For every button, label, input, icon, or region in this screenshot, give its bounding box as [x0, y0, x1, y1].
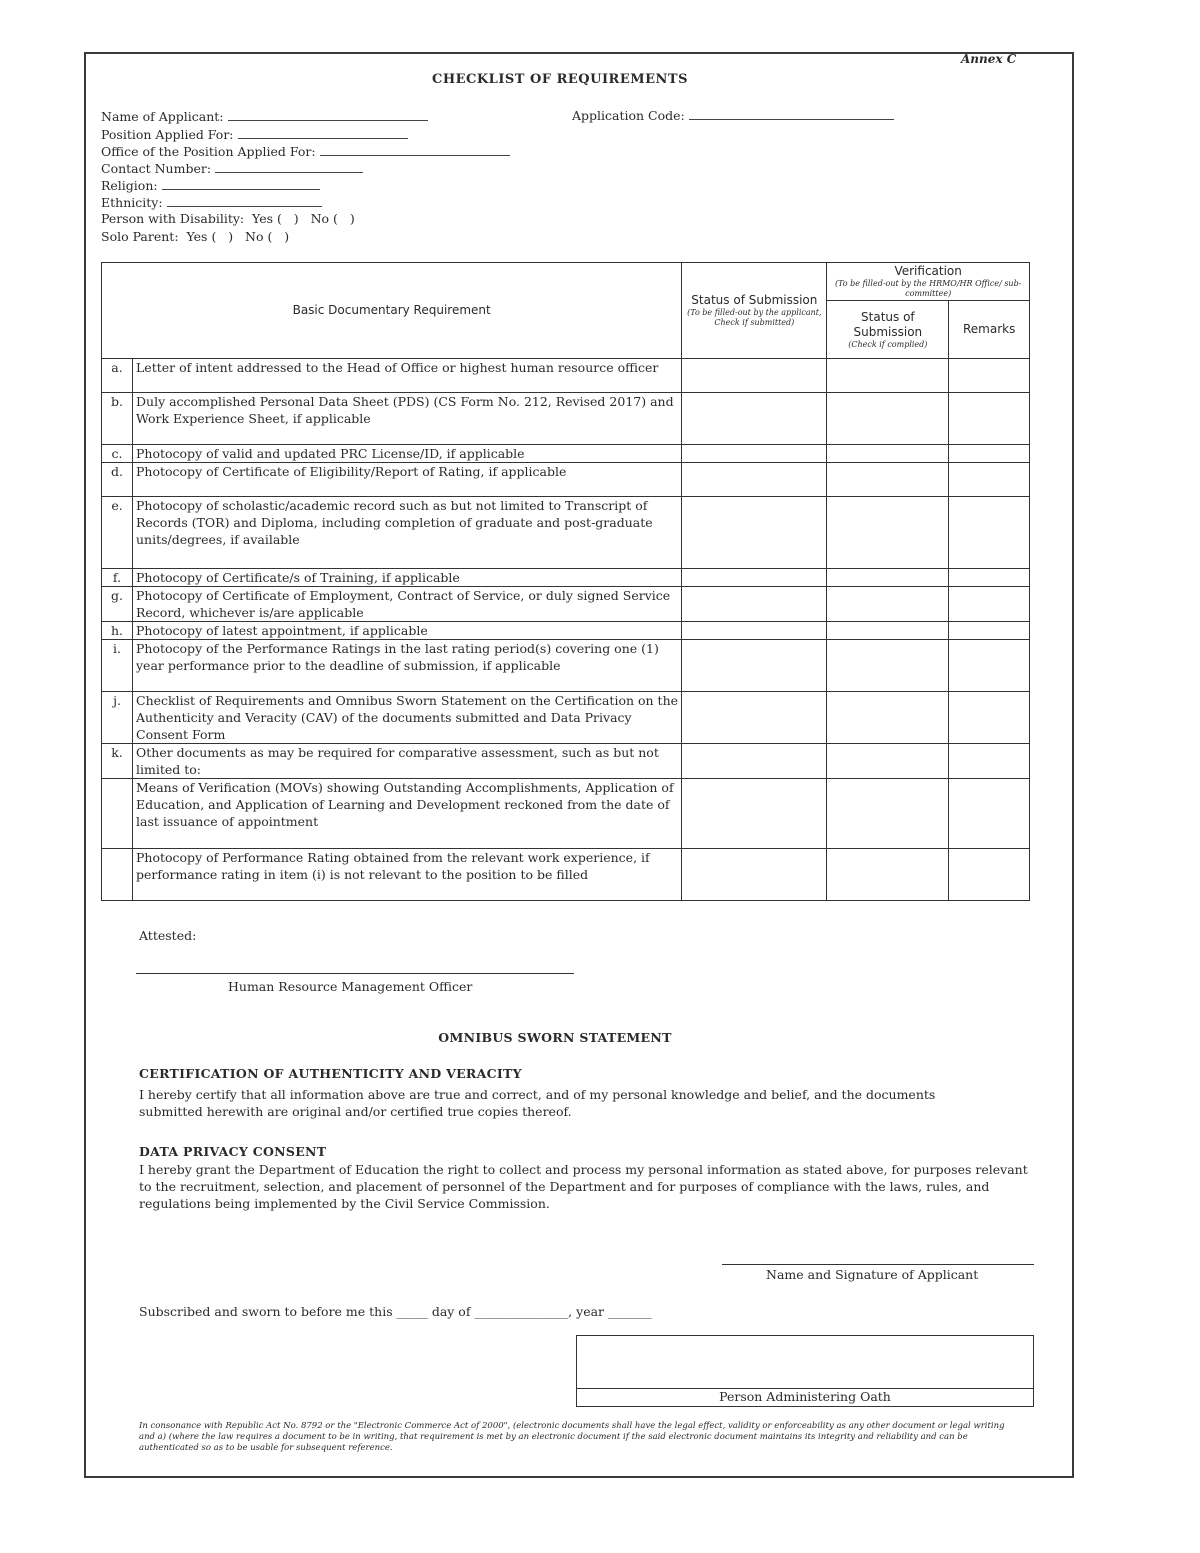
requirement-header: Basic Documentary Requirement	[102, 263, 682, 359]
row-letter: k.	[102, 744, 133, 779]
religion-field[interactable]	[101, 177, 320, 193]
ver-status-header	[827, 301, 949, 359]
remarks-cell[interactable]	[949, 692, 1030, 744]
contact-line	[215, 160, 363, 173]
name-field[interactable]	[101, 108, 428, 124]
requirements-table	[101, 262, 1030, 901]
subscribed-text: Subscribed and sworn to before me this _____ day of _______________, year _______	[139, 1304, 652, 1319]
status-header	[682, 263, 827, 359]
row-letter: g.	[102, 587, 133, 622]
ver-status-cell[interactable]	[827, 569, 949, 587]
page-title: CHECKLIST OF REQUIREMENTS	[432, 72, 688, 87]
solo-parent-field[interactable]: Solo Parent: Yes ( ) No ( )	[101, 229, 290, 244]
ver-status-cell[interactable]	[827, 463, 949, 497]
ver-status-cell[interactable]	[827, 640, 949, 692]
verification-header-title: Verification	[894, 264, 962, 278]
remarks-cell[interactable]	[949, 569, 1030, 587]
pwd-field[interactable]: Person with Disability: Yes ( ) No ( )	[101, 211, 355, 226]
application-code-label: Application Code:	[572, 108, 685, 123]
table-row	[102, 393, 1030, 445]
remarks-cell[interactable]	[949, 622, 1030, 640]
remarks-cell[interactable]	[949, 587, 1030, 622]
hrmo-signature-line	[136, 973, 574, 974]
annex-label: Annex C	[961, 52, 1017, 66]
row-letter: f.	[102, 569, 133, 587]
religion-label: Religion:	[101, 178, 158, 193]
name-line	[228, 108, 428, 121]
table-row	[102, 359, 1030, 393]
position-line	[238, 126, 408, 139]
status-cell[interactable]	[682, 692, 827, 744]
remarks-cell[interactable]	[949, 359, 1030, 393]
remarks-cell[interactable]	[949, 445, 1030, 463]
status-cell[interactable]	[682, 622, 827, 640]
remarks-header: Remarks	[949, 301, 1030, 359]
status-cell[interactable]	[682, 587, 827, 622]
ethnicity-field[interactable]	[101, 194, 322, 210]
table-row	[102, 445, 1030, 463]
remarks-cell[interactable]	[949, 497, 1030, 569]
ver-status-cell[interactable]	[827, 622, 949, 640]
ethnicity-label: Ethnicity:	[101, 195, 163, 210]
status-cell[interactable]	[682, 779, 827, 849]
dpc-title: DATA PRIVACY CONSENT	[139, 1144, 327, 1159]
ver-status-title: Status of Submission	[853, 309, 923, 339]
status-cell[interactable]	[682, 445, 827, 463]
applicant-signature-label: Name and Signature of Applicant	[766, 1267, 979, 1282]
name-label: Name of Applicant:	[101, 109, 224, 124]
requirements-body	[102, 359, 1030, 901]
remarks-cell[interactable]	[949, 779, 1030, 849]
cav-text: I hereby certify that all information above are true and correct, and of my personal knowledge and belief, and the documents submitted herewith are original and/or certified true copies thereof.	[139, 1087, 936, 1119]
status-cell[interactable]	[682, 463, 827, 497]
status-header-title: Status of Submission	[691, 293, 818, 307]
ver-status-cell[interactable]	[827, 779, 949, 849]
status-cell[interactable]	[682, 497, 827, 569]
row-requirement: Photocopy of Certificate of Eligibility/Report of Rating, if applicable	[133, 463, 682, 497]
applicant-signature-line[interactable]	[722, 1264, 1034, 1265]
ver-status-cell[interactable]	[827, 393, 949, 445]
table-row	[102, 779, 1030, 849]
row-requirement: Photocopy of scholastic/academic record such as but not limited to Transcript of Records (TOR) and Diploma, including completion of graduate and post-graduate units/degrees, if available	[133, 497, 682, 569]
table-row	[102, 622, 1030, 640]
table-row	[102, 463, 1030, 497]
row-requirement: Checklist of Requirements and Omnibus Sworn Statement on the Certification on the Authenticity and Veracity (CAV) of the documents submitted and Data Privacy Consent Form	[133, 692, 682, 744]
office-field[interactable]	[101, 143, 510, 159]
status-cell[interactable]	[682, 640, 827, 692]
row-requirement: Letter of intent addressed to the Head of Office or highest human resource officer	[133, 359, 682, 393]
ethnicity-line	[167, 194, 322, 207]
remarks-cell[interactable]	[949, 849, 1030, 901]
row-requirement: Photocopy of Performance Rating obtained from the relevant work experience, if performance rating in item (i) is not relevant to the position to be filled	[133, 849, 682, 901]
ver-status-cell[interactable]	[827, 497, 949, 569]
remarks-cell[interactable]	[949, 393, 1030, 445]
remarks-cell[interactable]	[949, 744, 1030, 779]
row-letter	[102, 779, 133, 849]
position-label: Position Applied For:	[101, 127, 234, 142]
table-row	[102, 497, 1030, 569]
ver-status-cell[interactable]	[827, 692, 949, 744]
table-row	[102, 692, 1030, 744]
row-letter: j.	[102, 692, 133, 744]
row-letter: h.	[102, 622, 133, 640]
cav-title: CERTIFICATION OF AUTHENTICITY AND VERACITY	[139, 1066, 522, 1081]
contact-field[interactable]	[101, 160, 363, 176]
row-requirement: Photocopy of Certificate/s of Training, if applicable	[133, 569, 682, 587]
verification-header	[827, 263, 1030, 301]
table-row	[102, 849, 1030, 901]
row-letter: c.	[102, 445, 133, 463]
table-row	[102, 744, 1030, 779]
omnibus-title: OMNIBUS SWORN STATEMENT	[438, 1030, 672, 1045]
application-code-line	[689, 107, 894, 120]
row-letter: d.	[102, 463, 133, 497]
oath-box[interactable]	[576, 1335, 1034, 1407]
table-row	[102, 569, 1030, 587]
religion-line	[162, 177, 320, 190]
status-cell[interactable]	[682, 849, 827, 901]
row-letter: e.	[102, 497, 133, 569]
office-label: Office of the Position Applied For:	[101, 144, 316, 159]
remarks-cell[interactable]	[949, 463, 1030, 497]
row-requirement: Photocopy of Certificate of Employment, Contract of Service, or duly signed Service Record, whichever is/are applicable	[133, 587, 682, 622]
row-letter: a.	[102, 359, 133, 393]
office-line	[320, 143, 510, 156]
row-requirement: Photocopy of the Performance Ratings in the last rating period(s) covering one (1) year performance prior to the deadline of submission, if applicable	[133, 640, 682, 692]
row-letter: b.	[102, 393, 133, 445]
ver-status-cell[interactable]	[827, 849, 949, 901]
status-header-note: (To be filled-out by the applicant, Check if submitted)	[687, 308, 822, 327]
position-field[interactable]	[101, 126, 408, 142]
hrmo-label: Human Resource Management Officer	[228, 979, 473, 994]
status-cell[interactable]	[682, 744, 827, 779]
ver-status-cell[interactable]	[827, 445, 949, 463]
table-row	[102, 640, 1030, 692]
row-requirement: Other documents as may be required for comparative assessment, such as but not limited to:	[133, 744, 682, 779]
attested-label: Attested:	[139, 928, 197, 943]
ver-status-cell[interactable]	[827, 359, 949, 393]
status-cell[interactable]	[682, 393, 827, 445]
row-letter	[102, 849, 133, 901]
row-requirement: Means of Verification (MOVs) showing Outstanding Accomplishments, Application of Education, and Application of Learning and Development reckoned from the date of last issuance of appointment	[133, 779, 682, 849]
ver-status-cell[interactable]	[827, 587, 949, 622]
contact-label: Contact Number:	[101, 161, 212, 176]
application-code-field[interactable]	[572, 107, 894, 123]
row-requirement: Photocopy of latest appointment, if applicable	[133, 622, 682, 640]
ver-status-cell[interactable]	[827, 744, 949, 779]
footnote: In consonance with Republic Act No. 8792 or the "Electronic Commerce Act of 2000", (electronic documents shall have the legal effect, validity or enforceability as any other document or legal writing and a) (where the law requires a document to be in writing, that requirement is met by an electronic document if the said electronic document maintains its integrity and reliability and can be authenticated so as to be usable for subsequent reference.	[139, 1421, 1005, 1453]
remarks-cell[interactable]	[949, 640, 1030, 692]
row-requirement: Duly accomplished Personal Data Sheet (PDS) (CS Form No. 212, Revised 2017) and Work Experience Sheet, if applicable	[133, 393, 682, 445]
row-letter: i.	[102, 640, 133, 692]
dpc-text: I hereby grant the Department of Education the right to collect and process my personal information as stated above, for purposes relevant to the recruitment, selection, and placement of personnel of the Department and for purposes of compliance with the laws, rules, and regulations being implemented by the Civil Service Commission.	[139, 1162, 1028, 1211]
table-row	[102, 587, 1030, 622]
verification-header-note: (To be filled-out by the HRMO/HR Office/ sub-committee)	[834, 279, 1022, 298]
status-cell[interactable]	[682, 359, 827, 393]
status-cell[interactable]	[682, 569, 827, 587]
ver-status-note: (Check if complied)	[848, 339, 928, 349]
oath-label: Person Administering Oath	[719, 1389, 891, 1404]
row-requirement: Photocopy of valid and updated PRC License/ID, if applicable	[133, 445, 682, 463]
